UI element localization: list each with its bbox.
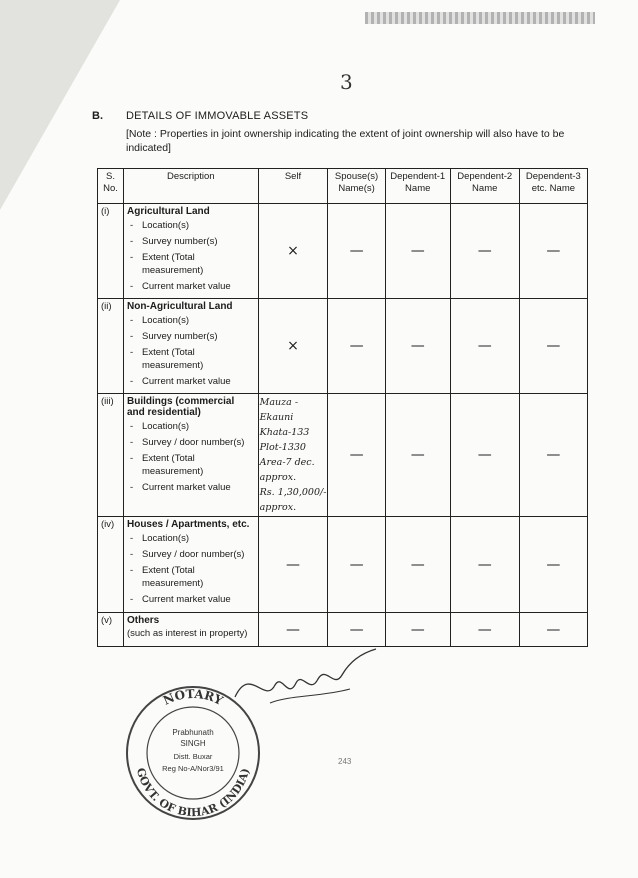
- dash-mark: —: [410, 243, 425, 259]
- header-dependent-3: Dependent-3 etc. Name: [519, 169, 587, 204]
- cell-self: [258, 394, 328, 517]
- row-description: [123, 613, 258, 647]
- cell-dependent-1: [385, 517, 450, 613]
- cell-dependent-3: [519, 299, 587, 394]
- header-self: Self: [258, 169, 328, 204]
- cell-dependent-3: [519, 517, 587, 613]
- list-item: - Location(s): [127, 532, 255, 545]
- handwritten-line: Plot-1330: [259, 442, 306, 453]
- handwritten-line: Rs. 1,30,000/-: [259, 487, 327, 498]
- handwritten-line: Mauza -: [259, 397, 299, 408]
- list-item: - Survey / door number(s): [127, 436, 255, 449]
- dash-mark: —: [546, 621, 561, 638]
- cell-spouse: [328, 394, 385, 517]
- row-category: Buildings (commercial and residential): [126, 396, 235, 418]
- cross-mark: ×: [287, 338, 299, 354]
- dash-mark: —: [410, 621, 425, 638]
- cell-spouse: [328, 204, 385, 299]
- header-description: Description: [123, 169, 258, 204]
- table-row: [98, 204, 588, 299]
- dash-mark: —: [546, 338, 561, 354]
- list-item: - Survey number(s): [127, 330, 255, 343]
- row-category: Non-Agricultural Land: [126, 301, 233, 312]
- header-dependent-1: Dependent-1 Name: [385, 169, 450, 204]
- list-item: - Location(s): [127, 314, 255, 327]
- cell-dependent-3: [519, 394, 587, 517]
- cell-self: [258, 613, 328, 647]
- cell-dependent-3: [519, 613, 587, 647]
- list-item: - Current market value: [127, 375, 255, 388]
- row-description: [123, 204, 258, 299]
- table-row: [98, 299, 588, 394]
- table-row: [98, 517, 588, 613]
- dash-mark: —: [410, 447, 425, 463]
- stamp-paper-strip: [365, 12, 595, 24]
- section-note: [Note : Properties in joint ownership indicating the extent of joint ownership will also have to be indicated]: [126, 128, 565, 154]
- dash-mark: —: [546, 447, 561, 463]
- stamp-bottom-text: GOVT. OF BIHAR (INDIA): [133, 766, 253, 820]
- table-row: [98, 394, 588, 517]
- cell-self: [258, 204, 328, 299]
- dash-mark: —: [286, 621, 301, 638]
- row-number: (ii): [98, 299, 124, 394]
- dash-mark: —: [349, 556, 364, 573]
- row-number: (iv): [98, 517, 124, 613]
- row-number: (i): [98, 204, 124, 299]
- cell-dependent-2: [450, 517, 519, 613]
- row-category: Others: [126, 615, 160, 626]
- list-item: - Current market value: [127, 481, 255, 494]
- dash-mark: —: [286, 556, 301, 573]
- cell-dependent-3: [519, 204, 587, 299]
- dash-mark: —: [349, 621, 364, 638]
- stamp-top-text: NOTARY: [161, 686, 226, 708]
- cell-self: [258, 299, 328, 394]
- row-description: [123, 299, 258, 394]
- notary-seal-icon: [118, 683, 268, 823]
- footer-number: 243: [338, 757, 352, 766]
- list-item: - Survey / door number(s): [127, 548, 255, 561]
- cell-self: [258, 517, 328, 613]
- section-title: DETAILS OF IMMOVABLE ASSETS: [126, 110, 309, 122]
- row-category: Agricultural Land: [126, 206, 210, 217]
- header-spouse: Spouse(s) Name(s): [328, 169, 385, 204]
- dash-mark: —: [477, 621, 492, 638]
- dash-mark: —: [349, 243, 364, 259]
- page-number: 3: [340, 70, 353, 94]
- cell-dependent-2: [450, 613, 519, 647]
- list-item: - Current market value: [127, 593, 255, 606]
- row-description: [123, 517, 258, 613]
- table-header-row: [98, 169, 588, 204]
- cross-mark: ×: [287, 243, 299, 259]
- cell-spouse: [328, 517, 385, 613]
- cell-dependent-2: [450, 299, 519, 394]
- handwritten-line: approx.: [259, 472, 297, 483]
- stamp-name-2: SINGH: [180, 739, 206, 748]
- dash-mark: —: [477, 243, 492, 259]
- dash-mark: —: [477, 556, 492, 573]
- list-item: - Extent (Total measurement): [127, 251, 255, 277]
- list-item: - Location(s): [127, 219, 255, 232]
- handwritten-line: approx.: [259, 502, 297, 513]
- list-item: - Current market value: [127, 280, 255, 293]
- header-dependent-2: Dependent-2 Name: [450, 169, 519, 204]
- row-category: Houses / Apartments, etc.: [126, 519, 250, 530]
- cell-dependent-1: [385, 394, 450, 517]
- row-number: (v): [98, 613, 124, 647]
- cell-spouse: [328, 613, 385, 647]
- list-item: - Extent (Total measurement): [127, 564, 255, 590]
- dash-mark: —: [349, 447, 364, 463]
- dash-mark: —: [349, 338, 364, 354]
- stamp-reg: Reg No-A/Nor3/91: [162, 764, 224, 773]
- row-subnote: (such as interest in property): [126, 628, 248, 639]
- list-item: - Extent (Total measurement): [127, 452, 255, 478]
- cell-dependent-1: [385, 613, 450, 647]
- dash-mark: —: [477, 447, 492, 463]
- dash-mark: —: [477, 338, 492, 354]
- cell-spouse: [328, 299, 385, 394]
- stamp-district: Distt. Buxar: [173, 752, 213, 761]
- table-row: [98, 613, 588, 647]
- immovable-assets-table: [97, 168, 588, 647]
- header-sn: S. No.: [98, 169, 124, 204]
- dash-mark: —: [410, 556, 425, 573]
- row-description: [123, 394, 258, 517]
- section-letter: B.: [92, 110, 103, 122]
- handwritten-line: Ekauni: [259, 412, 294, 423]
- cell-dependent-2: [450, 394, 519, 517]
- list-item: - Extent (Total measurement): [127, 346, 255, 372]
- dash-mark: —: [410, 338, 425, 354]
- stamp-name-1: Prabhunath: [172, 728, 214, 737]
- dash-mark: —: [546, 556, 561, 573]
- cell-dependent-2: [450, 204, 519, 299]
- row-number: (iii): [98, 394, 124, 517]
- dash-mark: —: [546, 243, 561, 259]
- handwritten-line: Khata-133: [259, 427, 310, 438]
- list-item: - Location(s): [127, 420, 255, 433]
- cell-dependent-1: [385, 204, 450, 299]
- handwritten-line: Area-7 dec.: [259, 457, 315, 468]
- list-item: - Survey number(s): [127, 235, 255, 248]
- cell-dependent-1: [385, 299, 450, 394]
